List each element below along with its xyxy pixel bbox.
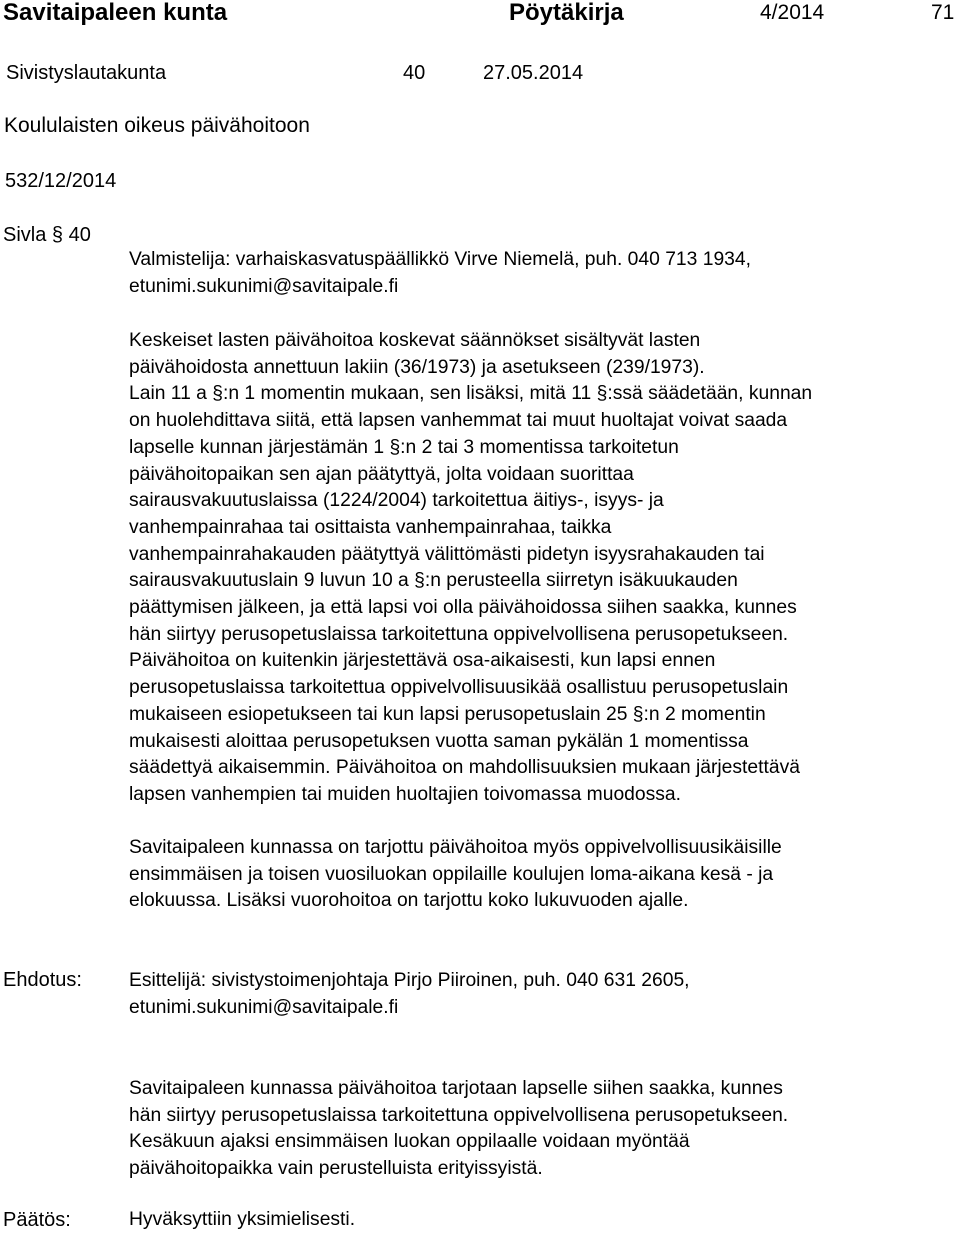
- text-line: lapselle kunnan järjestämän 1 §:n 2 tai 3 momentissa tarkoitetun: [129, 436, 679, 458]
- page-title: Koululaisten oikeus päivähoitoon: [4, 114, 310, 137]
- text-line: säädettyä aikaisemmin. Päivähoitoa on mahdollisuuksien mukaan järjestettävä: [129, 757, 800, 779]
- text-line: vanhempainrahakauden päätyttyä välittömästi pidetyn isyysrahakauden tai: [129, 543, 765, 565]
- paragraph-legal-background: [129, 328, 812, 809]
- presenter-email: etunimi.sukunimi@savitaipale.fi: [129, 996, 399, 1018]
- text-line: mukaisesti aloittaa perusopetuksen vuotta saman pykälän 1 momentissa: [129, 730, 749, 752]
- text-line: päivähoitopaikan sen ajan päätyttyä, jolta voidaan suorittaa: [129, 463, 634, 485]
- decision-label: Päätös:: [3, 1209, 71, 1231]
- proposal-label: Ehdotus:: [3, 969, 82, 991]
- text-line: päättymisen jälkeen, ja että lapsi voi olla päivähoidossa siihen saakka, kunnes: [129, 597, 797, 619]
- text-line: sairausvakuutuslaissa (1224/2004) tarkoitettua äitiys-, isyys- ja: [129, 490, 664, 512]
- text-line: Keskeiset lasten päivähoitoa koskevat säännökset sisältyvät lasten: [129, 330, 701, 351]
- text-line: perusopetuslaissa tarkoitettua oppivelvollisuusikää osallistuu perusopetuslain: [129, 677, 789, 699]
- text-line: on huolehdittava siitä, että lapsen vanhemmat tai muut huoltajat voivat saada: [129, 410, 788, 432]
- text-line: vanhempainrahaa tai osittaista vanhempainrahaa, taikka: [129, 516, 612, 538]
- text-line: Kesäkuun ajaksi ensimmäisen luokan oppilaalle voidaan myöntää: [129, 1131, 690, 1153]
- page-number: 71: [931, 1, 955, 24]
- preparer-email: etunimi.sukunimi@savitaipale.fi: [129, 275, 399, 297]
- text-line: päivähoitopaikka vain perustelluista erityissyistä.: [129, 1158, 543, 1180]
- text-line: hän siirtyy perusopetuslaissa tarkoitettuna oppivelvollisena perusopetukseen.: [129, 1104, 789, 1126]
- text-line: Savitaipaleen kunnassa on tarjottu päivähoitoa myös oppivelvollisuusikäisille: [129, 837, 782, 858]
- document-type: Pöytäkirja: [509, 0, 624, 26]
- case-number: 532/12/2014: [5, 170, 117, 192]
- decision-text: Hyväksyttiin yksimielisesti.: [129, 1209, 356, 1230]
- text-line: Savitaipaleen kunnassa päivähoitoa tarjotaan lapselle siihen saakka, kunnes: [129, 1078, 783, 1099]
- text-line: elokuussa. Lisäksi vuorohoitoa on tarjottu koko lukuvuoden ajalle.: [129, 890, 689, 912]
- presenter-line: Esittelijä: sivistystoimenjohtaja Pirjo Piiroinen, puh. 040 631 2605,: [129, 970, 690, 991]
- text-line: Lain 11 a §:n 1 momentin mukaan, sen lisäksi, mitä 11 §:ssä säädetään, kunnan: [129, 383, 813, 405]
- text-line: päivähoidosta annettuun lakiin (36/1973) ja asetukseen (239/1973).: [129, 356, 705, 378]
- text-line: ensimmäisen ja toisen vuosiluokan oppilaille koulujen loma-aikana kesä - ja: [129, 863, 774, 885]
- committee-name: Sivistyslautakunta: [6, 62, 167, 84]
- section-number: 40: [403, 62, 426, 84]
- proposal-text: [129, 1076, 788, 1183]
- paragraph-current-practice: [129, 835, 782, 915]
- text-line: mukaiseen esiopetukseen tai kun lapsi perusopetuslain 25 §:n 2 momentin: [129, 703, 766, 725]
- text-line: sairausvakuutuslain 9 luvun 10 a §:n perusteella siirretyn isäkuukauden: [129, 570, 738, 592]
- text-line: hän siirtyy perusopetuslaissa tarkoitettuna oppivelvollisena perusopetukseen.: [129, 623, 789, 645]
- meeting-date: 27.05.2014: [483, 62, 584, 84]
- preparer-line: Valmistelija: varhaiskasvatuspäällikkö Virve Niemelä, puh. 040 713 1934,: [129, 249, 751, 270]
- text-line: Päivähoitoa on kuitenkin järjestettävä osa-aikaisesti, kun lapsi ennen: [129, 650, 716, 672]
- text-line: lapsen vanhempien tai muiden huoltajien toivomassa muodossa.: [129, 783, 681, 805]
- preparer-block: [129, 247, 751, 300]
- section-label: Sivla § 40: [3, 224, 91, 246]
- document-number: 4/2014: [760, 1, 825, 24]
- presenter-block: [129, 968, 690, 1021]
- municipality-name: Savitaipaleen kunta: [3, 0, 228, 26]
